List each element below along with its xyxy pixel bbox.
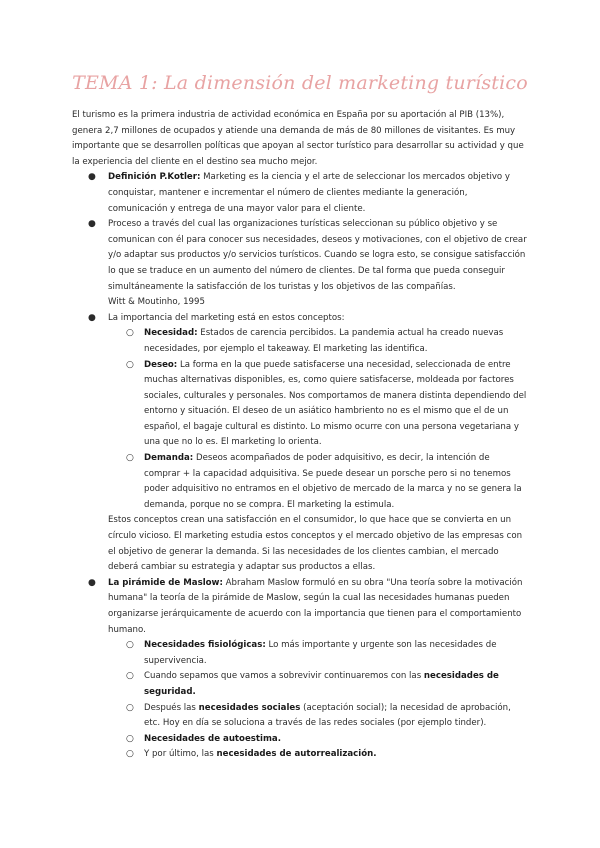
circle-bullet-icon: ○ bbox=[126, 359, 134, 370]
seguridad-text: Cuando sepamos que vamos a sobrevivir continuaremos con las bbox=[144, 671, 424, 682]
deseo-label: Deseo: bbox=[144, 359, 178, 370]
kotler-text: Marketing es la ciencia y el arte de seleccionar los mercados objetivo y conquistar, mantener e incrementar el número de clientes mediante la generación, comunicación y entrega de una mayor valor para el cliente. bbox=[108, 172, 511, 214]
circle-bullet-icon: ○ bbox=[126, 749, 134, 760]
circle-bullet-icon: ○ bbox=[126, 671, 134, 682]
bullet-icon: ● bbox=[88, 312, 96, 323]
demanda-label: Demanda: bbox=[144, 453, 194, 464]
autorrealizacion-pre: Y por último, las bbox=[144, 749, 217, 760]
autoestima-bold: Necesidades de autoestima. bbox=[144, 733, 281, 744]
sociales-pre: Después las bbox=[144, 702, 199, 713]
kotler-label: Definición P.Kotler: bbox=[108, 172, 201, 183]
sublist-item-seguridad bbox=[108, 669, 527, 700]
maslow-text: Abraham Maslow formuló en su obra "Una teoría sobre la motivación humana" la teoría de la pirámide de Maslow, según la cual las necesidades humanas pueden organizarse jerárquicamente de acuerdo con la importancia que tienen para el comportamiento humano. bbox=[108, 577, 523, 635]
circle-bullet-icon: ○ bbox=[126, 453, 134, 464]
sublist-item-autoestima bbox=[108, 732, 527, 748]
page-title: TEMA 1: La dimensión del marketing turístico bbox=[72, 72, 528, 94]
fisiologicas-text: Lo más importante y urgente son las necesidades de supervivencia. bbox=[144, 640, 497, 666]
intro-paragraph: El turismo es la primera industria de actividad económica en España por su aportación al PIB (13%), genera 2,7 millones de ocupados y atiende una demanda de más de 80 millones de visitantes. Es muy importante que se desarrollen políticas que apoyan al sector turístico para desarrollar su actividad y que la experiencia del cliente en el destino sea mucho mejor. bbox=[72, 110, 524, 167]
maslow-sublist bbox=[108, 638, 527, 763]
fisiologicas-label: Necesidades fisiológicas: bbox=[144, 640, 266, 651]
sublist-item-sociales bbox=[108, 701, 527, 732]
necesidad-label: Necesidad: bbox=[144, 328, 198, 339]
list-item-concepts bbox=[72, 311, 527, 514]
list-item-kotler bbox=[72, 170, 527, 217]
process-citation: Witt & Moutinho, 1995 bbox=[108, 297, 205, 308]
sublist-item-necesidad bbox=[108, 326, 527, 357]
sublist-item-autorrealizacion bbox=[108, 747, 527, 763]
sublist-item-demanda bbox=[108, 451, 527, 513]
document-body bbox=[72, 108, 527, 763]
sociales-text: (aceptación social); la necesidad de aprobación, etc. Hoy en día se soluciona a través de las redes sociales (por ejemplo tinder). bbox=[144, 702, 511, 729]
necesidad-text: Estados de carencia percibidos. La pandemia actual ha creado nuevas necesidades, por ejemplo el takeaway. El marketing las identifica. bbox=[144, 328, 504, 354]
circle-bullet-icon: ○ bbox=[126, 640, 134, 651]
autorrealizacion-bold: necesidades de autorrealización. bbox=[216, 749, 377, 760]
sublist-item-deseo bbox=[108, 358, 527, 452]
concepts-sublist bbox=[108, 326, 527, 513]
circle-bullet-icon: ○ bbox=[126, 733, 134, 744]
process-text: Proceso a través del cual las organizaciones turísticas seleccionan su público objetivo y se comunican con él para conocer sus necesidades, deseos y motivaciones, con el objetivo de crear y/o adaptar sus productos y/o servicios turísticos. Cuando se logra esto, se consigue satisfacción lo que se traduce en un aumento del número de clientes. De tal forma que pueda conseguir simultáneamente la satisfacción de los turistas y los objetivos de las compañías. bbox=[108, 219, 527, 292]
sociales-bold: necesidades sociales bbox=[198, 702, 301, 713]
deseo-text: La forma en la que puede satisfacerse una necesidad, seleccionada de entre muchas alternativas disponibles, es, como quiere satisfacerse, moldeada por factores sociales, culturales y personales. Nos comportamos de manera distinta dependiendo del entorno y situación. El deseo de un asiático hambriento no es el mismo que el de un español, el bagaje cultural es distinto. Lo mismo ocurre con una persona vegetariana y una que no lo es. El marketing lo orienta. bbox=[144, 359, 527, 448]
seguridad-bold: necesidades de seguridad. bbox=[144, 671, 499, 697]
maslow-label: La pirámide de Maslow: bbox=[108, 577, 223, 588]
main-list bbox=[72, 170, 527, 513]
list-item-maslow bbox=[72, 576, 527, 763]
maslow-list bbox=[72, 576, 527, 763]
sublist-item-fisiologicas bbox=[108, 638, 527, 669]
concepts-followup: Estos conceptos crean una satisfacción en el consumidor, lo que hace que se convierta en un círculo vicioso. El marketing estudia estos conceptos y el mercado objetivo de las empresas con el objetivo de generar la demanda. Si las necesidades de los clientes cambian, el mercado deberá cambiar su estrategia y adaptar sus productos a ellas. bbox=[108, 515, 523, 573]
circle-bullet-icon: ○ bbox=[126, 702, 134, 713]
bullet-icon: ● bbox=[88, 172, 96, 183]
list-item-process bbox=[72, 217, 527, 311]
bullet-icon: ● bbox=[88, 219, 96, 230]
circle-bullet-icon: ○ bbox=[126, 328, 134, 339]
demanda-text: Deseos acompañados de poder adquisitivo, es decir, la intención de comprar + la capacidad adquisitiva. Se puede desear un porsche pero si no tenemos poder adquisitivo no entramos en el objetivo de mercado de la marca y no se genera la demanda, porque no se compra. El marketing la estimula. bbox=[144, 453, 522, 510]
bullet-icon: ● bbox=[88, 577, 96, 588]
concepts-text: La importancia del marketing está en estos conceptos: bbox=[108, 312, 345, 323]
